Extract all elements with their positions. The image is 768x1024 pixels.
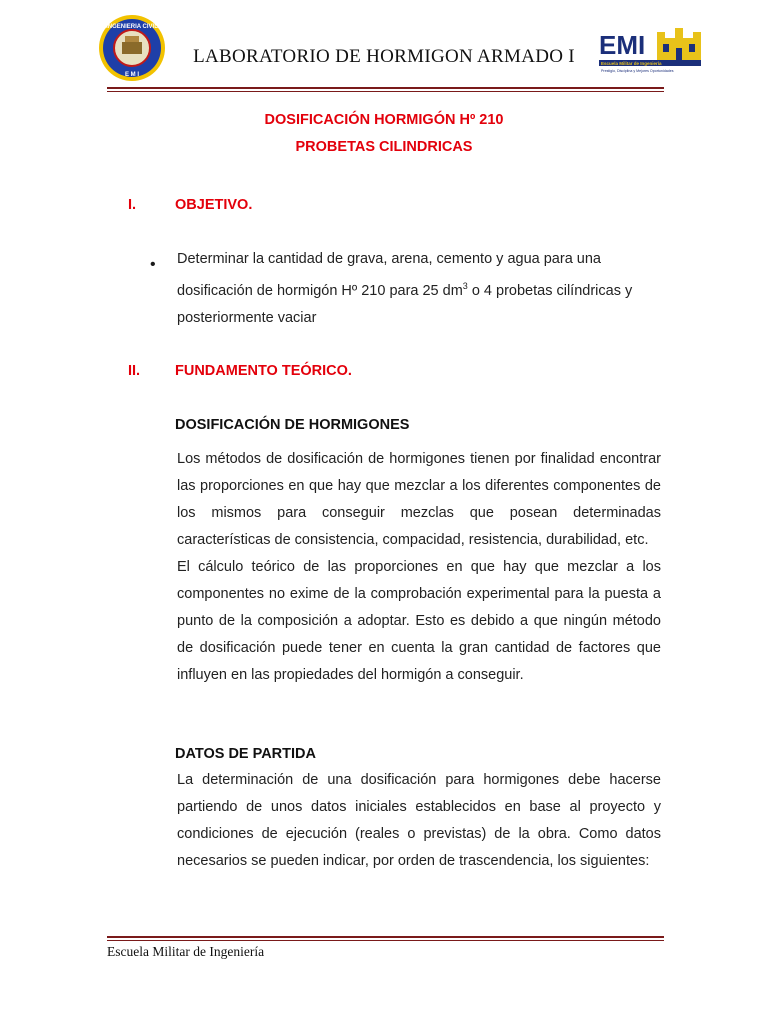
objective-line2-text: dosificación de hormigón Hº 210 para 25 dm (177, 282, 463, 299)
footer-text: Escuela Militar de Ingeniería (107, 944, 265, 959)
footer-rule-thin (107, 940, 664, 941)
emi-castle-icon (597, 24, 707, 74)
seal-top-text: INGENIERIA CIVIL (106, 24, 158, 30)
dosificacion-paragraph-2: El cálculo teórico de las proporciones en que hay que mezclar a los componentes no exime de la comprobación experimental para la puesta a punto de la composición a adoptar. Esto es debido a que ningún método de dosificación puede tener en cuenta la gran cantidad de factores que influyen en las propiedades del hormigón a conseguir. (177, 559, 661, 683)
section-number: II. (128, 363, 141, 379)
dosificacion-paragraph-1: Los métodos de dosificación de hormigones tienen por finalidad encontrar las proporciones en que hay que mezclar a los diferentes componentes de los mismos para conseguir mezclas que posean determinadas características de consistencia, compacidad, resistencia, durabilidad, etc. (177, 451, 661, 548)
header-title: LABORATORIO DE HORMIGON ARMADO I (193, 46, 575, 67)
emi-brand-text: EMI (599, 30, 646, 60)
emi-logo (597, 24, 707, 74)
datos-partida-body (177, 767, 661, 875)
section-title: OBJETIVO. (175, 197, 253, 213)
dosificacion-body (177, 446, 661, 689)
header-rule-thin (107, 91, 664, 92)
objective-bullet (177, 246, 661, 332)
doc-title-line1: DOSIFICACIÓN HORMIGÓN Hº 210 (264, 112, 504, 128)
objective-line3: posteriormente vaciar (177, 309, 317, 326)
bullet-icon: • (150, 256, 156, 273)
emi-subtitle-text: Escuela Militar de Ingeniería (601, 61, 662, 66)
header-rule (107, 87, 664, 89)
dosificacion-heading: DOSIFICACIÓN DE HORMIGONES (175, 417, 410, 433)
datos-partida-heading: DATOS DE PARTIDA (175, 746, 316, 762)
footer-rule (107, 936, 664, 938)
objective-line2-tail: o 4 probetas cilíndricas y (467, 282, 633, 299)
objective-line1: Determinar la cantidad de grava, arena, cemento y agua para una (177, 251, 601, 267)
objective-line2 (177, 273, 661, 305)
emi-tagline-text: Prestigio, Disciplina y Mejores Oportunidades (601, 69, 674, 73)
section-number: I. (128, 197, 137, 213)
objective-superscript: 3 (462, 281, 468, 291)
doc-title-line2: PROBETAS CILINDRICAS (295, 139, 473, 155)
seal-bottom-text: E M I (124, 72, 140, 78)
section-title: FUNDAMENTO TEÓRICO. (175, 363, 352, 379)
datos-partida-paragraph: La determinación de una dosificación para hormigones debe hacerse partiendo de unos datos iniciales establecidos en base al proyecto y condiciones de ejecución (reales o previstas) de la obra. Como datos necesarios se pueden indicar, por orden de trascendencia, los siguientes: (177, 772, 661, 869)
